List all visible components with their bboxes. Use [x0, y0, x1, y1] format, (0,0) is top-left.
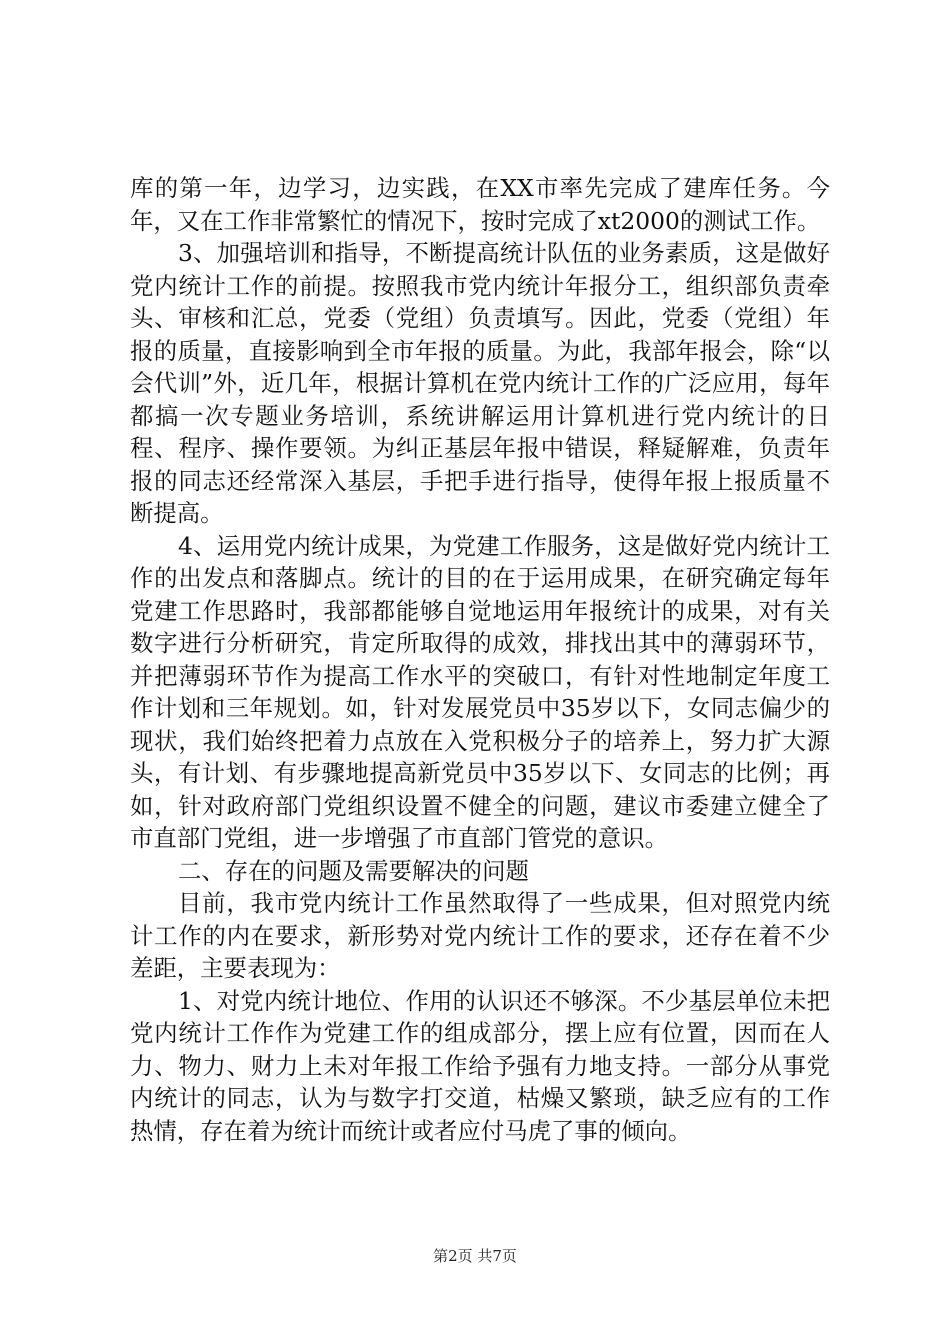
paragraph-item-4: 4、运用党内统计成果，为党建工作服务，这是做好党内统计工作的出发点和落脚点。统计的目的在于运用成果，在研究确定每年党建工作思路时，我部都能够自觉地运用年报统计的成果，对有关数字进行分析研究，肯定所取得的成效，排找出其中的薄弱环节，并把薄弱环节作为提高工作水平的突破口，有针对性地制定年度工作计划和三年规划。如，针对发展党员中35岁以下，女同志偏少的现状，我们始终把着力点放在入党积极分子的培养上，努力扩大源头，有计划、有步骤地提高新党员中35岁以下、女同志的比例；再如，针对政府部门党组织设置不健全的问题，建议市委建立健全了市直部门党组，进一步增强了市直部门管党的意识。	[130, 531, 830, 852]
paragraph-item-3: 3、加强培训和指导，不断提高统计队伍的业务素质，这是做好党内统计工作的前提。按照我市党内统计年报分工，组织部负责牵头、审核和汇总，党委（党组）负责填写。因此，党委（党组）年报的质量，直接影响到全市年报的质量。为此，我部年报会，除“以会代训”外，近几年，根据计算机在党内统计工作的广泛应用，每年都搞一次专题业务培训，系统讲解运用计算机进行党内统计的日程、程序、操作要领。为纠正基层年报中错误，释疑解难，负责年报的同志还经常深入基层，手把手进行指导，使得年报上报质量不断提高。	[130, 239, 830, 527]
document-body	[130, 172, 830, 1147]
paragraph-continuation: 库的第一年，边学习，边实践，在XX市率先完成了建库任务。今年，又在工作非常繁忙的情况下，按时完成了xt2000的测试工作。	[130, 174, 830, 235]
paragraph-problem-1: 1、对党内统计地位、作用的认识还不够深。不少基层单位未把党内统计工作作为党建工作的组成部分，摆上应有位置，因而在人力、物力、财力上未对年报工作给予强有力地支持。一部分从事党内统计的同志，认为与数字打交道，枯燥又繁琐，缺乏应有的工作热情，存在着为统计而统计或者应付马虎了事的倾向。	[130, 986, 830, 1145]
section-heading-2: 二、存在的问题及需要解决的问题	[178, 856, 529, 885]
page-footer: 第2页 共7页	[433, 1247, 517, 1265]
paragraph-intro: 目前，我市党内统计工作虽然取得了一些成果，但对照党内统计工作的内在要求，新形势对党内统计工作的要求，还存在着不少差距，主要表现为：	[130, 889, 830, 982]
